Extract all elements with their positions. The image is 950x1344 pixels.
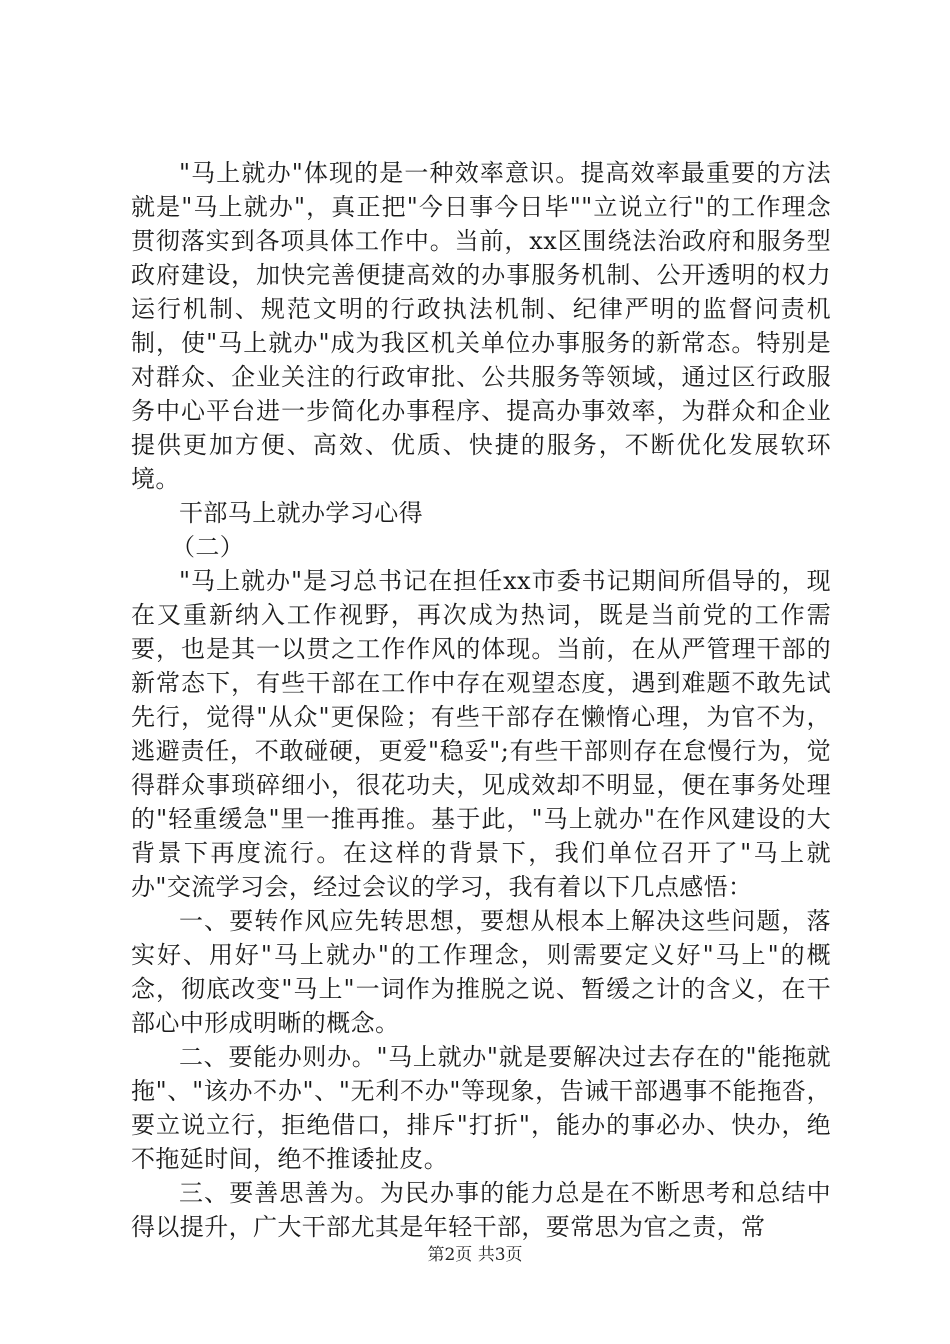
document-title: 干部马上就办学习心得 xyxy=(179,499,423,527)
paragraph-point-two: 二、要能办则办。"马上就办"就是要解决过去存在的"能拖就拖"、"该办不办"、"无利不办"等现象，告诫干部遇事不能拖沓，要立说立行，拒绝借口，排斥"打折"，能办的事必办、快办，绝不拖延时间，绝不推诿扯皮。 xyxy=(131,1043,831,1173)
paragraph-point-one: 一、要转作风应先转思想，要想从根本上解决这些问题，落实好、用好"马上就办"的工作理念，则需要定义好"马上"的概念，彻底改变"马上"一词作为推脱之说、暂缓之计的含义，在干部心中形成明晰的概念。 xyxy=(131,907,831,1037)
paragraph-point-three: 三、要善思善为。为民办事的能力总是在不断思考和总结中得以提升，广大干部尤其是年轻干部，要常思为官之责，常 xyxy=(131,1179,831,1241)
document-body xyxy=(131,156,831,1244)
paragraph-efficiency: "马上就办"体现的是一种效率意识。提高效率最重要的方法就是"马上就办"，真正把"今日事今日毕""立说立行"的工作理念贯彻落实到各项具体工作中。当前，xx区围绕法治政府和服务型政府建设，加快完善便捷高效的办事服务机制、公开透明的权力运行机制、规范文明的行政执法机制、纪律严明的监督问责机制，使"马上就办"成为我区机关单位办事服务的新常态。特别是对群众、企业关注的行政审批、公共服务等领域，通过区行政服务中心平台进一步简化办事程序、提高办事效率，为群众和企业提供更加方便、高效、优质、快捷的服务，不断优化发展软环境。 xyxy=(131,159,831,493)
paragraph-background: "马上就办"是习总书记在担任xx市委书记期间所倡导的，现在又重新纳入工作视野，再次成为热词，既是当前党的工作需要，也是其一以贯之工作作风的体现。当前，在从严管理干部的新常态下，有些干部在工作中存在观望态度，遇到难题不敢先试先行，觉得"从众"更保险；有些干部存在懒惰心理，为官不为，逃避责任，不敢碰硬，更爱"稳妥";有些干部则存在怠慢行为，觉得群众事琐碎细小，很花功夫，见成效却不明显，便在事务处理的"轻重缓急"里一推再推。基于此，"马上就办"在作风建设的大背景下再度流行。在这样的背景下，我们单位召开了"马上就办"交流学习会，经过会议的学习，我有着以下几点感悟： xyxy=(131,567,831,901)
section-number: （二） xyxy=(171,533,245,561)
page-number: 第2页 共3页 xyxy=(427,1245,523,1265)
